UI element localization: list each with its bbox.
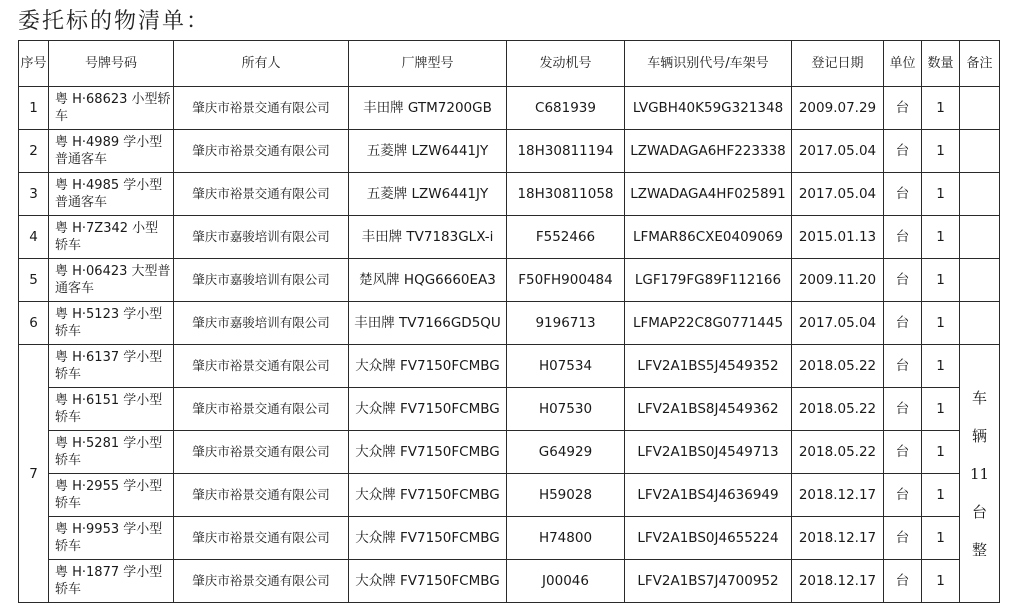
unit-cell: 台 [884, 474, 922, 517]
unit-cell: 台 [884, 259, 922, 302]
owner-cell: 肇庆市裕景交通有限公司 [174, 173, 349, 216]
header-engine: 发动机号 [507, 41, 625, 87]
vehicle-list-table [18, 40, 1000, 603]
seq-cell: 3 [19, 173, 49, 216]
header-model: 厂牌型号 [349, 41, 507, 87]
table-row [19, 302, 1000, 345]
engine-cell: H59028 [507, 474, 625, 517]
note-cell [960, 259, 1000, 302]
qty-cell: 1 [922, 517, 960, 560]
qty-cell: 1 [922, 345, 960, 388]
date-cell: 2017.05.04 [792, 130, 884, 173]
unit-cell: 台 [884, 87, 922, 130]
unit-cell: 台 [884, 173, 922, 216]
qty-cell: 1 [922, 87, 960, 130]
vin-cell: LFMAR86CXE0409069 [625, 216, 792, 259]
note-char: 11 [969, 464, 990, 483]
engine-cell: 18H30811058 [507, 173, 625, 216]
vin-cell: LGF179FG89F112166 [625, 259, 792, 302]
vin-cell: LZWADAGA4HF025891 [625, 173, 792, 216]
note-cell [960, 345, 1000, 603]
unit-cell: 台 [884, 216, 922, 259]
model-cell: 大众牌 FV7150FCMBG [349, 345, 507, 388]
header-note: 备注 [960, 41, 1000, 87]
model-cell: 大众牌 FV7150FCMBG [349, 474, 507, 517]
seq-cell: 1 [19, 87, 49, 130]
table-row [19, 216, 1000, 259]
model-cell: 大众牌 FV7150FCMBG [349, 560, 507, 603]
engine-cell: F50FH900484 [507, 259, 625, 302]
vin-cell: LFMAP22C8G0771445 [625, 302, 792, 345]
seq-cell: 7 [19, 345, 49, 603]
note-cell [960, 173, 1000, 216]
note-cell [960, 130, 1000, 173]
engine-cell: H74800 [507, 517, 625, 560]
qty-cell: 1 [922, 431, 960, 474]
date-cell: 2018.05.22 [792, 388, 884, 431]
owner-cell: 肇庆市嘉骏培训有限公司 [174, 302, 349, 345]
owner-cell: 肇庆市裕景交通有限公司 [174, 560, 349, 603]
header-plate: 号牌号码 [49, 41, 174, 87]
date-cell: 2018.05.22 [792, 431, 884, 474]
table-row [19, 474, 1000, 517]
model-cell: 丰田牌 TV7166GD5QU [349, 302, 507, 345]
owner-cell: 肇庆市裕景交通有限公司 [174, 130, 349, 173]
table-header-row [19, 41, 1000, 87]
seq-cell: 5 [19, 259, 49, 302]
qty-cell: 1 [922, 216, 960, 259]
plate-cell: 粤 H·5123 学小型轿车 [49, 302, 174, 345]
plate-cell: 粤 H·5281 学小型轿车 [49, 431, 174, 474]
engine-cell: F552466 [507, 216, 625, 259]
date-cell: 2009.11.20 [792, 259, 884, 302]
model-cell: 丰田牌 GTM7200GB [349, 87, 507, 130]
unit-cell: 台 [884, 345, 922, 388]
plate-cell: 粤 H·4985 学小型普通客车 [49, 173, 174, 216]
owner-cell: 肇庆市嘉骏培训有限公司 [174, 216, 349, 259]
table-row [19, 431, 1000, 474]
unit-cell: 台 [884, 560, 922, 603]
page-title: 委托标的物清单： [18, 9, 211, 34]
qty-cell: 1 [922, 388, 960, 431]
note-char: 车 [971, 388, 987, 407]
header-unit: 单位 [884, 41, 922, 87]
owner-cell: 肇庆市裕景交通有限公司 [174, 388, 349, 431]
header-owner: 所有人 [174, 41, 349, 87]
model-cell: 楚风牌 HQG6660EA3 [349, 259, 507, 302]
plate-cell: 粤 H·6151 学小型轿车 [49, 388, 174, 431]
plate-cell: 粤 H·1877 学小型轿车 [49, 560, 174, 603]
date-cell: 2009.07.29 [792, 87, 884, 130]
table-row [19, 87, 1000, 130]
qty-cell: 1 [922, 302, 960, 345]
vin-cell: LFV2A1BS0J4549713 [625, 431, 792, 474]
vin-cell: LFV2A1BS0J4655224 [625, 517, 792, 560]
table-row [19, 173, 1000, 216]
model-cell: 大众牌 FV7150FCMBG [349, 517, 507, 560]
qty-cell: 1 [922, 560, 960, 603]
vin-cell: LFV2A1BS7J4700952 [625, 560, 792, 603]
vin-cell: LFV2A1BS5J4549352 [625, 345, 792, 388]
note-char: 整 [971, 540, 987, 559]
date-cell: 2017.05.04 [792, 173, 884, 216]
header-seq: 序号 [19, 41, 49, 87]
owner-cell: 肇庆市裕景交通有限公司 [174, 517, 349, 560]
note-char: 台 [971, 502, 987, 521]
engine-cell: H07530 [507, 388, 625, 431]
owner-cell: 肇庆市裕景交通有限公司 [174, 87, 349, 130]
date-cell: 2015.01.13 [792, 216, 884, 259]
plate-cell: 粤 H·6137 学小型轿车 [49, 345, 174, 388]
model-cell: 大众牌 FV7150FCMBG [349, 431, 507, 474]
engine-cell: 9196713 [507, 302, 625, 345]
header-vin: 车辆识别代号/车架号 [625, 41, 792, 87]
vin-cell: LFV2A1BS4J4636949 [625, 474, 792, 517]
engine-cell: H07534 [507, 345, 625, 388]
table-row [19, 560, 1000, 603]
qty-cell: 1 [922, 259, 960, 302]
plate-cell: 粤 H·06423 大型普通客车 [49, 259, 174, 302]
date-cell: 2018.05.22 [792, 345, 884, 388]
vin-cell: LZWADAGA6HF223338 [625, 130, 792, 173]
vin-cell: LFV2A1BS8J4549362 [625, 388, 792, 431]
note-cell [960, 87, 1000, 130]
table-row [19, 259, 1000, 302]
model-cell: 五菱牌 LZW6441JY [349, 173, 507, 216]
table-row [19, 130, 1000, 173]
note-char: 辆 [971, 426, 987, 445]
plate-cell: 粤 H·9953 学小型轿车 [49, 517, 174, 560]
table-row [19, 517, 1000, 560]
note-cell [960, 216, 1000, 259]
plate-cell: 粤 H·2955 学小型轿车 [49, 474, 174, 517]
plate-cell: 粤 H·4989 学小型普通客车 [49, 130, 174, 173]
unit-cell: 台 [884, 130, 922, 173]
note-cell [960, 302, 1000, 345]
date-cell: 2017.05.04 [792, 302, 884, 345]
seq-cell: 6 [19, 302, 49, 345]
unit-cell: 台 [884, 431, 922, 474]
header-date: 登记日期 [792, 41, 884, 87]
date-cell: 2018.12.17 [792, 474, 884, 517]
qty-cell: 1 [922, 474, 960, 517]
plate-cell: 粤 H·7Z342 小型轿车 [49, 216, 174, 259]
date-cell: 2018.12.17 [792, 560, 884, 603]
unit-cell: 台 [884, 388, 922, 431]
engine-cell: G64929 [507, 431, 625, 474]
unit-cell: 台 [884, 517, 922, 560]
header-qty: 数量 [922, 41, 960, 87]
owner-cell: 肇庆市裕景交通有限公司 [174, 474, 349, 517]
seq-cell: 4 [19, 216, 49, 259]
engine-cell: 18H30811194 [507, 130, 625, 173]
unit-cell: 台 [884, 302, 922, 345]
owner-cell: 肇庆市裕景交通有限公司 [174, 431, 349, 474]
seq-cell: 2 [19, 130, 49, 173]
owner-cell: 肇庆市嘉骏培训有限公司 [174, 259, 349, 302]
vin-cell: LVGBH40K59G321348 [625, 87, 792, 130]
qty-cell: 1 [922, 173, 960, 216]
qty-cell: 1 [922, 130, 960, 173]
owner-cell: 肇庆市裕景交通有限公司 [174, 345, 349, 388]
plate-cell: 粤 H·68623 小型轿车 [49, 87, 174, 130]
model-cell: 五菱牌 LZW6441JY [349, 130, 507, 173]
engine-cell: J00046 [507, 560, 625, 603]
date-cell: 2018.12.17 [792, 517, 884, 560]
table-row [19, 388, 1000, 431]
engine-cell: C681939 [507, 87, 625, 130]
model-cell: 大众牌 FV7150FCMBG [349, 388, 507, 431]
table-row [19, 345, 1000, 388]
model-cell: 丰田牌 TV7183GLX-i [349, 216, 507, 259]
